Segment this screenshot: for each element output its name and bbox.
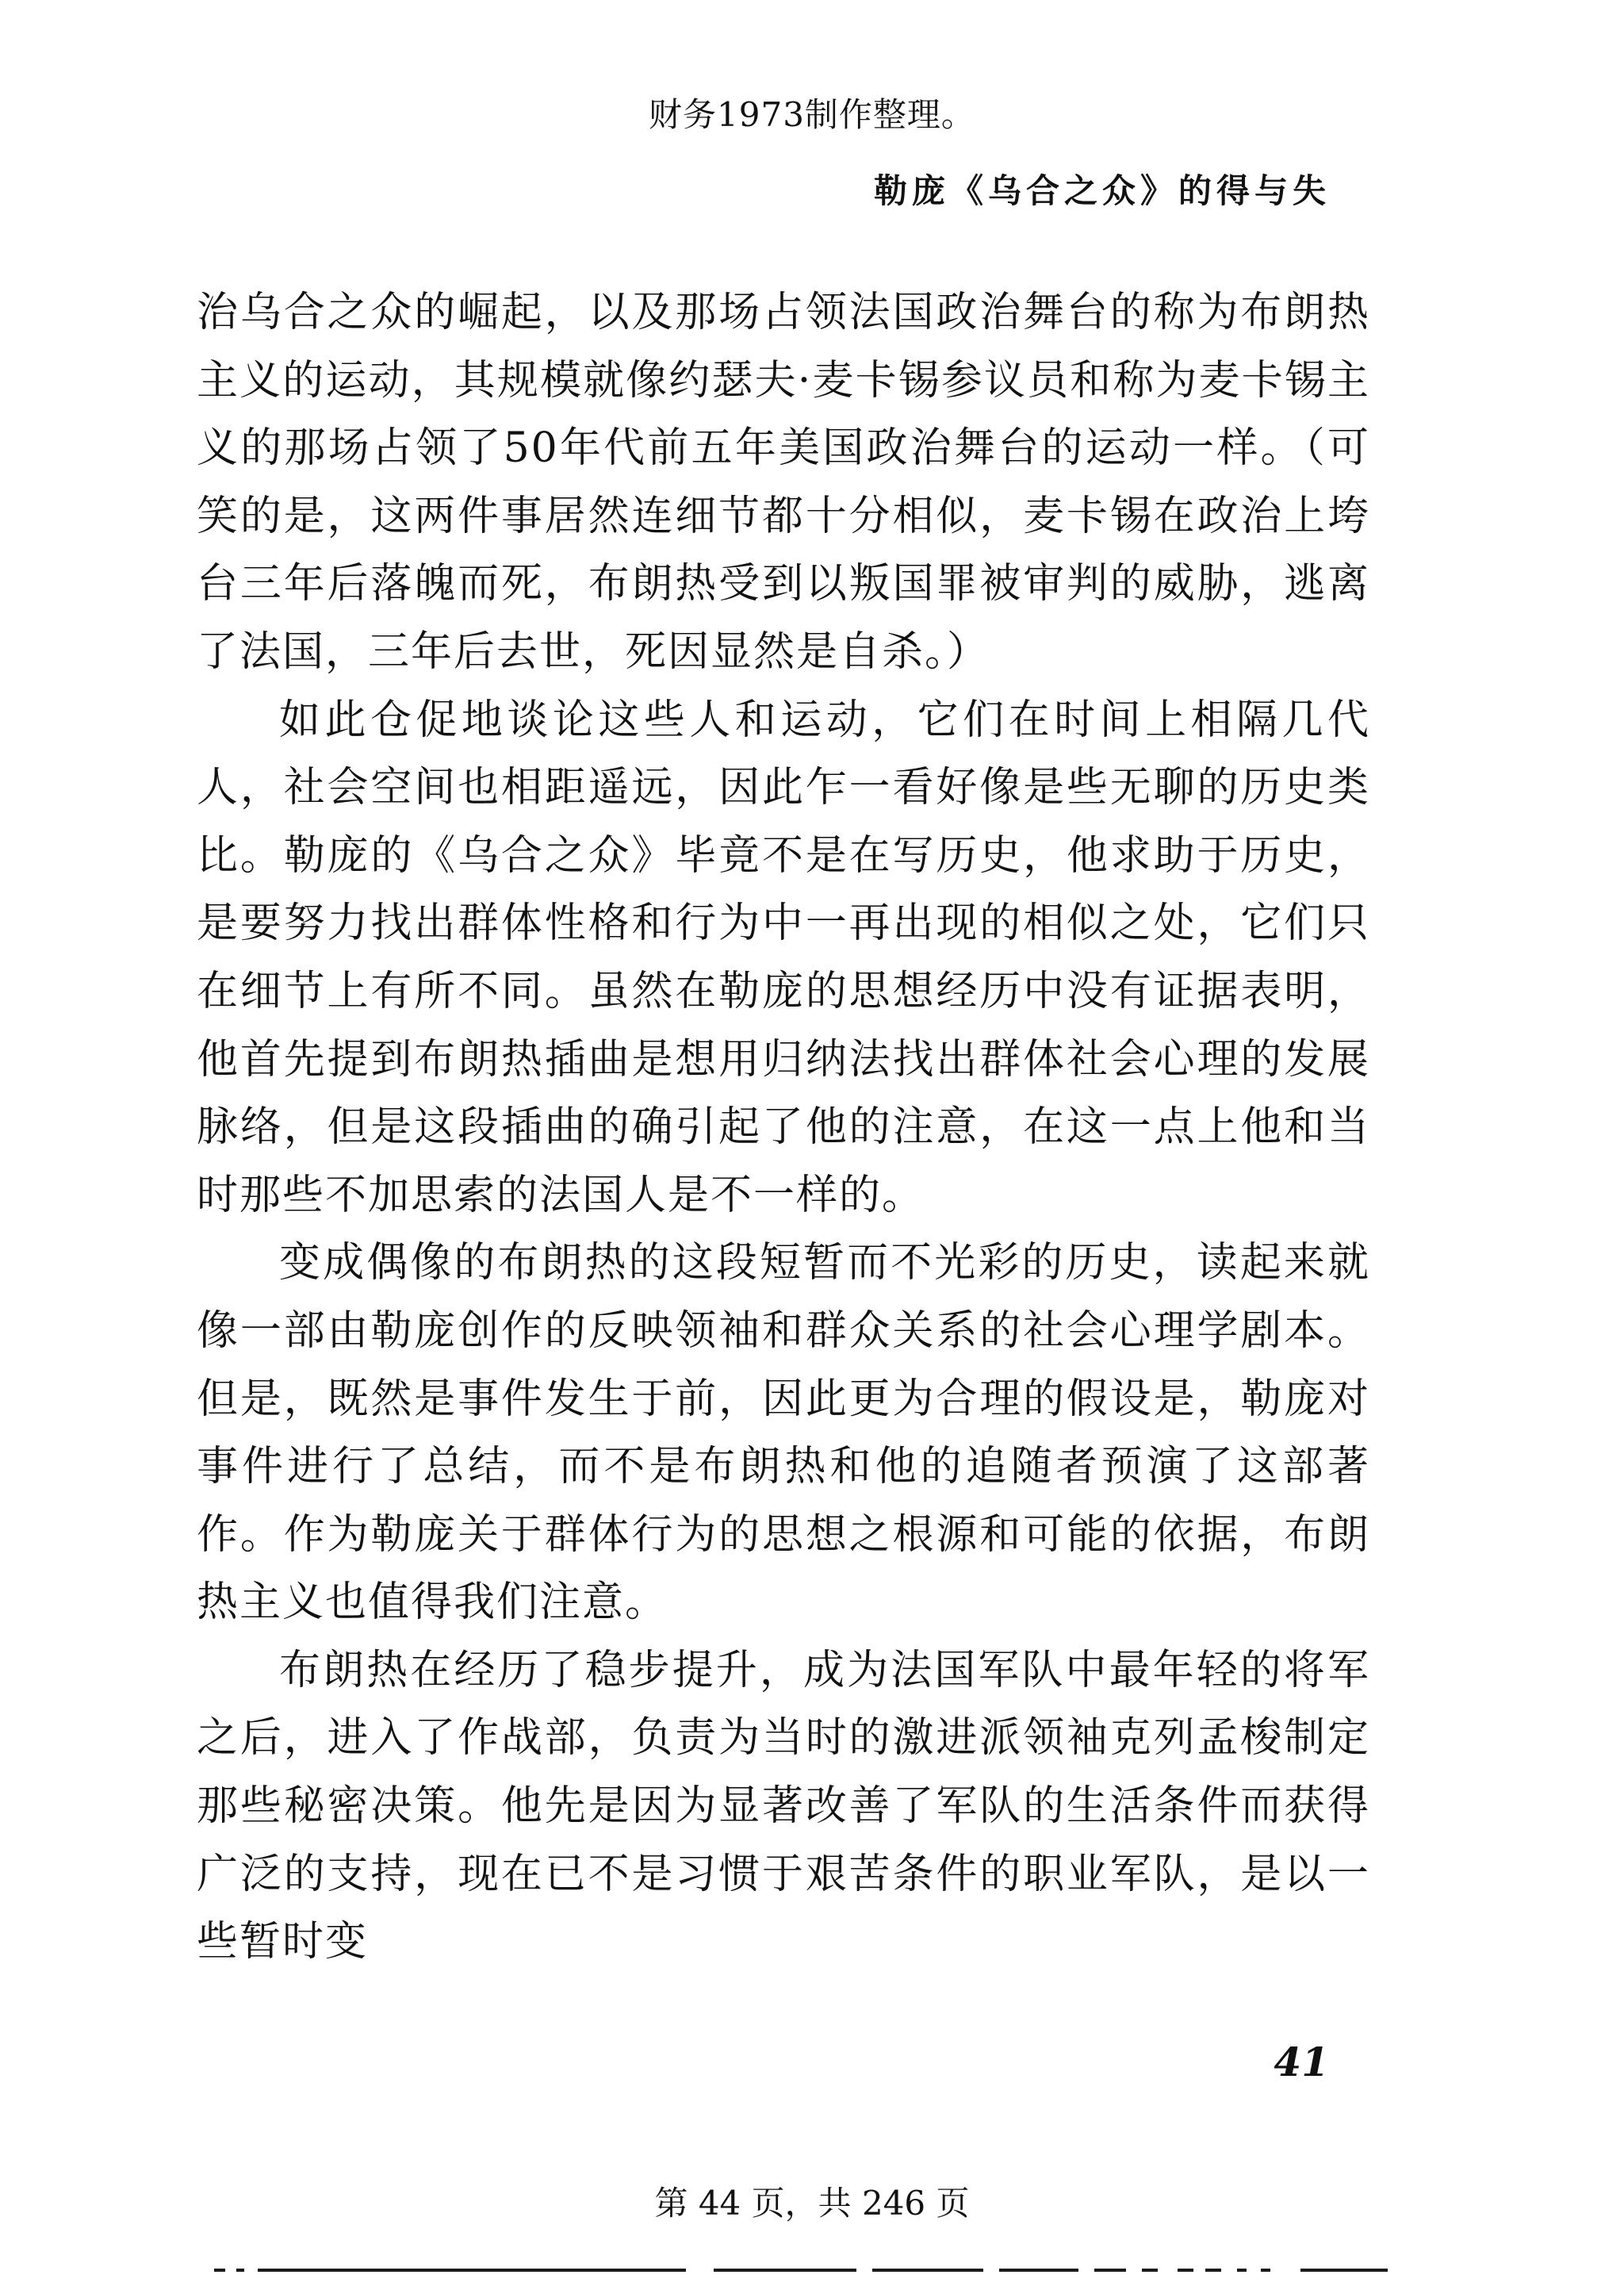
- paragraph: 治乌合之众的崛起，以及那场占领法国政治舞台的称为布朗热主义的运动，其规模就像约瑟夫·麦卡锡参议员和称为麦卡锡主义的那场占领了50年代前五年美国政治舞台的运动一样。（可笑的是，这两件事居然连细节都十分相似，麦卡锡在政治上垮台三年后落魄而死，布朗热受到以叛国罪被审判的威胁，逃离了法国，三年后去世，死因显然是自杀。）: [197, 289, 1370, 676]
- scan-artifact-line: [1237, 2269, 1247, 2272]
- paragraph: 布朗热在经历了稳步提升，成为法国军队中最年轻的将军之后，进入了作战部，负责为当时的激进派领袖克列孟梭制定那些秘密决策。他先是因为显著改善了军队的生活条件而获得广泛的支持，现在已不是习惯于艰苦条件的职业军队，是以一些暂时变: [197, 1646, 1370, 1966]
- scan-artifact-line: [1178, 2269, 1193, 2272]
- scan-artifact-line: [1205, 2269, 1221, 2272]
- scan-artifact-line: [236, 2269, 244, 2272]
- scan-artifact-line: [214, 2269, 225, 2272]
- scan-artifact-line: [1261, 2269, 1270, 2272]
- body-text: [197, 279, 1370, 1977]
- scan-artifact-line: [1300, 2269, 1388, 2272]
- scan-artifact-line: [258, 2269, 686, 2272]
- watermark-text: 财务1973制作整理。: [649, 95, 975, 134]
- paragraph: 如此仓促地谈论这些人和运动，它们在时间上相隔几代人，社会空间也相距遥远，因此乍一看好像是些无聊的历史类比。勒庞的《乌合之众》毕竟不是在写历史，他求助于历史，是要努力找出群体性格和行为中一再出现的相似之处，它们只在细节上有所不同。虽然在勒庞的思想经历中没有证据表明，他首先提到布朗热插曲是想用归纳法找出群体社会心理的发展脉络，但是这段插曲的确引起了他的注意，在这一点上他和当时那些不加思索的法国人是不一样的。: [197, 696, 1370, 1219]
- scan-artifact-line: [714, 2269, 856, 2272]
- pdf-page-counter: 第 44 页，共 246 页: [654, 2184, 970, 2223]
- page-number: 41: [1274, 2039, 1329, 2085]
- paragraph: 变成偶像的布朗热的这段短暂而不光彩的历史，读起来就像一部由勒庞创作的反映领袖和群众关系的社会心理学剧本。但是，既然是事件发生于前，因此更为合理的假设是，勒庞对事件进行了总结，而不是布朗热和他的追随者预演了这部著作。作为勒庞关于群体行为的思想之根源和可能的依据，布朗热主义也值得我们注意。: [197, 1239, 1370, 1627]
- scan-artifact-line: [872, 2269, 983, 2272]
- scan-artifact-line: [1142, 2269, 1158, 2272]
- scan-artifact-line: [999, 2269, 1078, 2272]
- running-head: 勒庞《乌合之众》的得与失: [873, 171, 1331, 210]
- scan-artifact-line: [1094, 2269, 1126, 2272]
